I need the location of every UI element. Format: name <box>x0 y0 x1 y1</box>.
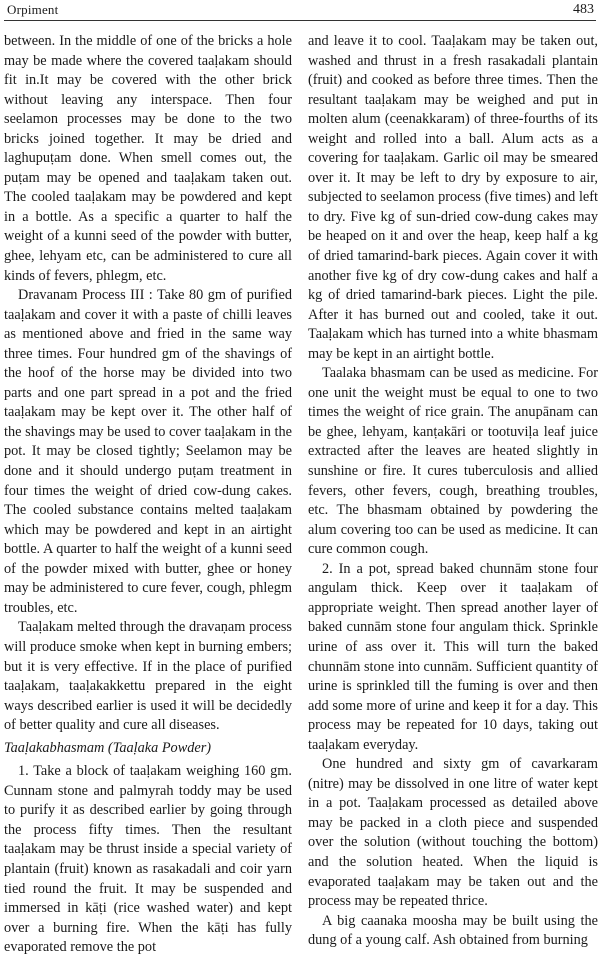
right-column <box>308 32 598 951</box>
paragraph: Taaḷakam melted through the dravaṇam process will produce smoke when kept in burning embers; but it is very effective. If in the place of purified taaḷakam, taaḷakakkettu prepared in the eight ways described earlier is used it will be decidedly of better quality and cure all diseases. <box>4 619 292 734</box>
paragraph: Dravanam Process III : Take 80 gm of purified taaḷakam and cover it with a paste of chilli leaves as mentioned above and fried in the same way three times. Four hundred gm of the shavings of the hoof of the horse may be divided into two parts and one part spread in a pot and the fried taaḷakam may be kept over it. The other half of the shavings may be used to cover taaḷakam in the pot. It may be closed tightly; Seelamon may be done and it should undergo puṭam treatment in four times the weight of dried cow-dung cakes. The cooled substance contains melted taaḷakam which may be powdered and kept in an airtight bottle. A quarter to half the weight of a kunni seed of the powder mixed with butter, ghee or honey may be administered to cure fever, cough, phlegm troubles, etc. <box>4 287 292 616</box>
page-header <box>0 0 600 22</box>
paragraph: 2. In a pot, spread baked chunnām stone four angulam thick. Keep over it taaḷakam of appropriate weight. Then spread another layer of baked cunnām stone four angulam thick. Sprinkle urine of ass over it. This will turn the baked chunnām stone into cunnām. Sufficient quantity of urine is sprinkled till the fuming is over and then add some more of urine and keep it for a day. This process may be repeated for 10 days, taking out taaḷakam everyday. <box>308 560 598 753</box>
section-heading: Taaḷakabhasmam (Taaḷaka Powder) <box>4 739 212 756</box>
running-head: Orpiment <box>7 2 59 17</box>
paragraph: Taalaka bhasmam can be used as medicine. For one unit the weight must be equal to one to two times the weight of rice grain. The anupānam can be ghee, lehyam, kanṭakāri or tootuviḷa leaf juice extracted after the leaves are heated slightly in sunshine or fire. It cures tuberculosis and allied fevers, other fevers, cough, breathing troubles, etc. The bhasmam obtained by powdering the alum covering too can be used as medicine. It can cure common cough. <box>308 365 598 558</box>
page-number: 483 <box>573 2 594 17</box>
left-column <box>4 32 292 958</box>
paragraph: A big caanaka moosha may be built using the dung of a young calf. Ash obtained from burning <box>308 912 598 949</box>
paragraph: 1. Take a block of taaḷakam weighing 160 gm. Cunnam stone and palmyrah toddy may be used to purify it as described earlier by going through the process fifty times. Then the resultant taaḷakam may be thrust inside a special variety of plantain (fruit) known as rasakadali and coir yarn tied round the fruit. It may be suspended and immersed in kāṭi (rice washed water) and kept over a burning fire. When the kāṭi has fully evaporated remove the pot <box>4 763 292 956</box>
paragraph: One hundred and sixty gm of cavarkaram (nitre) may be dissolved in one litre of water kept in a pot. Taaḷakam processed as detailed above may be packed in a cloth piece and suspended over the solution (without touching the bottom) and the solution heated. When the liquid is evaporated taaḷakam may be taken out and the process may be repeated thrice. <box>308 756 598 910</box>
paragraph: between. In the middle of one of the bricks a hole may be made where the covered taaḷakam should fit in.It may be covered with the other brick without leaving any interspace. Then four seelamon processes may be done to the two bricks joined together. It may be dried and laghupuṭam done. When smell comes out, the puṭam may be opened and taaḷakam taken out. The cooled taaḷakam may be powdered and kept in a bottle. As a specific a quarter to half the weight of a kunni seed of the powder with butter, ghee, lehyam etc, can be administered to cure all kinds of fevers, phlegm, etc. <box>4 33 292 284</box>
paragraph: and leave it to cool. Taaḷakam may be taken out, washed and thrust in a fresh rasakadali plantain (fruit) and cooked as before three times. Then the resultant taaḷakam may be weighed and put in molten alum (ceenakkaram) of three-fourths of its weight and rolled into a ball. Alum acts as a covering for taaḷakam. Garlic oil may be smeared over it. It may be left to dry by exposure to air, subjected to seelamon process (five times) and left to dry. Five kg of sun-dried cow-dung cakes may be heaped on it and over the heap, keep half a kg of dried tamarind-bark pieces. Again cover it with another five kg of dry cow-dung cakes and half a kg of dried tamarind-bark pieces. Light the pile. After it has burned out and cooled, take it out. Taaḷakam which has turned into a white bhasmam may be kept in an airtight bottle. <box>308 33 598 362</box>
header-rule <box>4 20 596 21</box>
